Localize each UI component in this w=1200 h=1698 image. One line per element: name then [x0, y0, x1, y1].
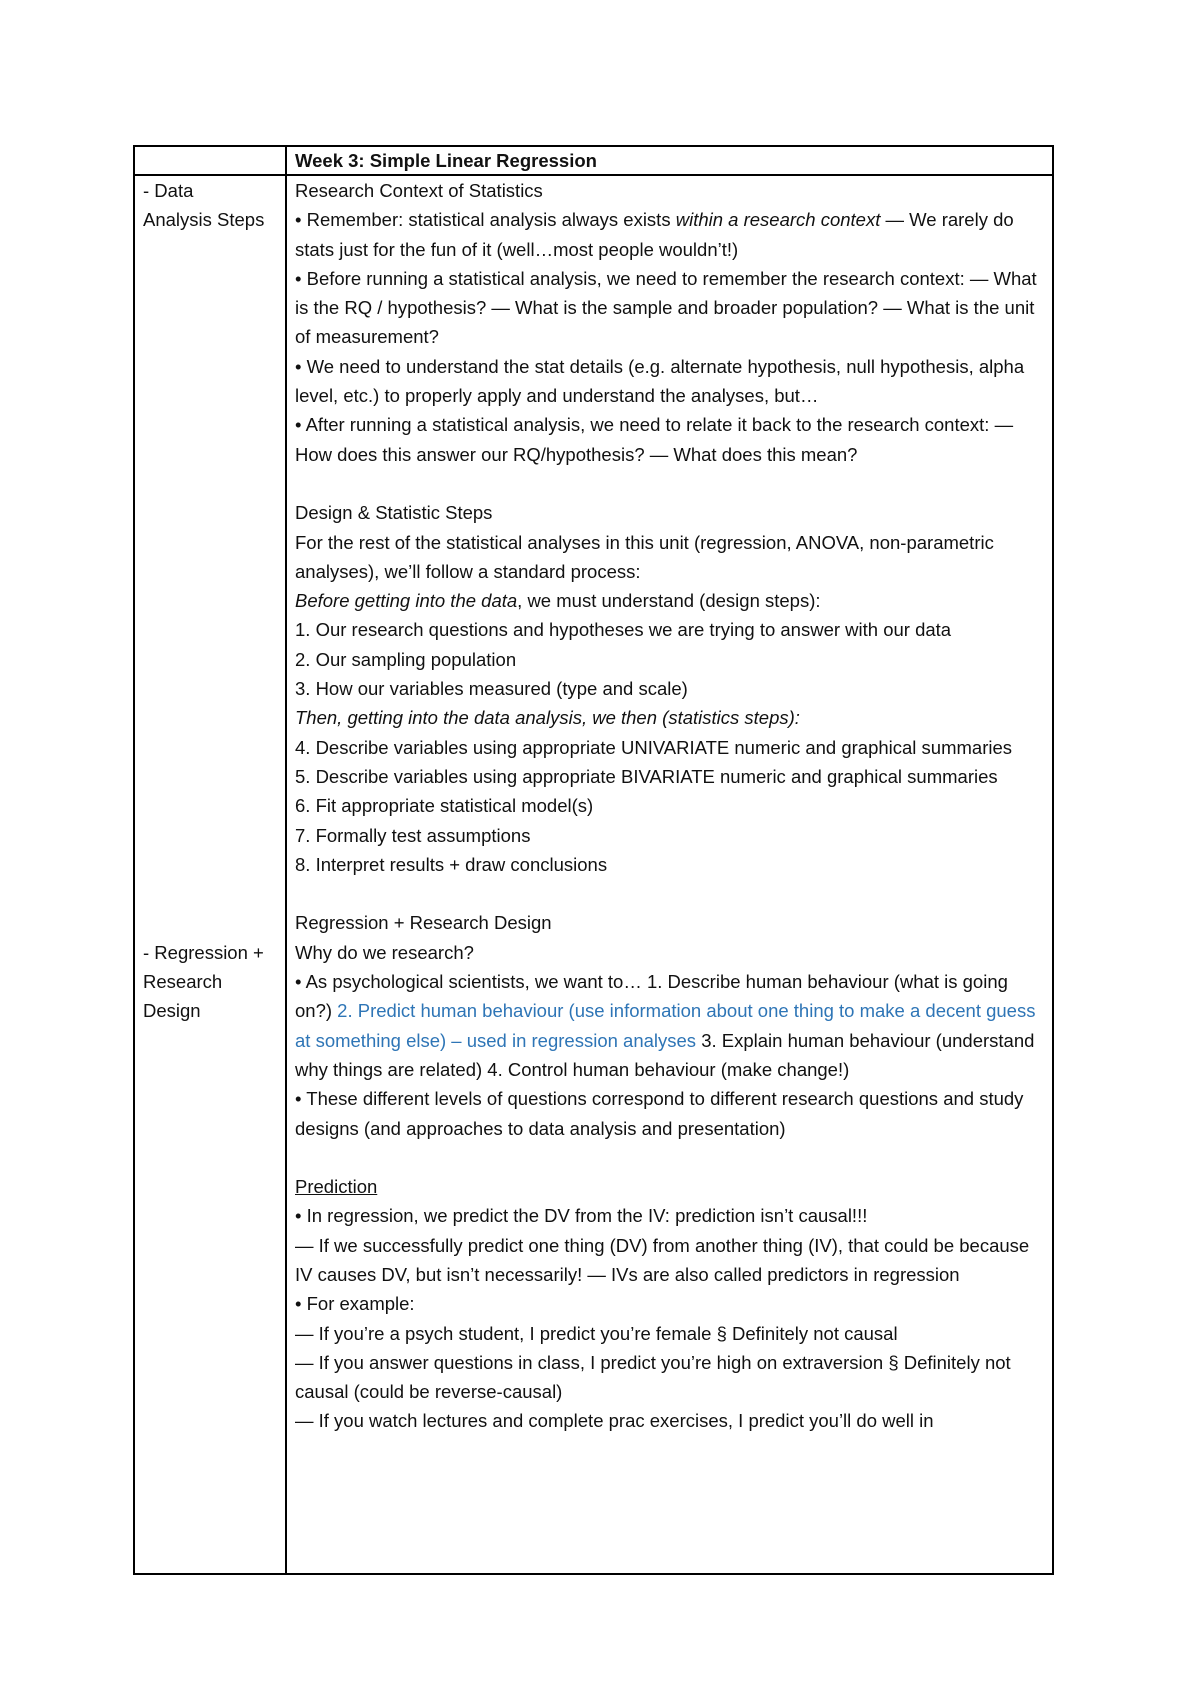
dash-item: — If you answer questions in class, I predict you’re high on extraversion § Definitely not causal (could be reverse-causal) — [295, 1351, 1011, 1403]
paragraph — [295, 586, 1046, 615]
bullet — [295, 967, 1046, 1084]
section-heading: Research Context of Statistics — [295, 180, 543, 201]
emphasis: Before getting into the data — [295, 590, 518, 612]
step: 2. Our sampling population — [295, 648, 517, 670]
header-left-cell — [134, 146, 286, 175]
header-title: Week 3: Simple Linear Regression — [286, 146, 1053, 175]
bullet: • Before running a statistical analysis, we need to remember the research context: — What is the RQ / hypothesis? — What is the sample and broader population? — What is the unit of measurement? — [295, 267, 1037, 348]
step: 6. Fit appropriate statistical model(s) — [295, 795, 594, 817]
table-body-row — [134, 175, 1053, 1574]
content-cell — [286, 175, 1053, 1574]
table-header-row — [134, 146, 1053, 175]
paragraph: Why do we research? — [295, 941, 474, 963]
emphasis: within a research context — [675, 209, 881, 231]
side-labels-cell — [134, 175, 286, 1574]
bullet: • After running a statistical analysis, we need to relate it back to the research context: — How does this answer our RQ/hypothesis? — What does this mean? — [295, 414, 1014, 465]
side-label: Design — [143, 1000, 201, 1022]
content-clip — [295, 176, 1046, 1573]
notes-table — [133, 145, 1054, 1575]
bullet: • In regression, we predict the DV from the IV: prediction isn’t causal!!! — [295, 1205, 868, 1227]
text: • As psychological scientists, we want to… 1. Describe human behaviour (what is going on?) — [295, 971, 1008, 1022]
blank-line — [295, 469, 1046, 498]
section-heading: Prediction — [295, 1176, 378, 1198]
blank-line — [295, 879, 1046, 908]
step: 7. Formally test assumptions — [295, 824, 531, 846]
blank-line — [295, 1143, 1046, 1172]
step: 8. Interpret results + draw conclusions — [295, 853, 608, 875]
side-label: - Data — [143, 180, 194, 201]
text: , we must understand (design steps): — [517, 590, 821, 612]
spacer — [143, 235, 279, 938]
section-heading: Design & Statistic Steps — [295, 502, 493, 524]
bullet: • For example: — [295, 1293, 415, 1315]
side-label: Analysis Steps — [143, 209, 265, 231]
dash-item: — If we successfully predict one thing (DV) from another thing (IV), that could be because IV causes DV, but isn’t necessarily! — IVs are also called predictors in regression — [295, 1234, 1030, 1285]
step: 3. How our variables measured (type and scale) — [295, 678, 688, 700]
step: 5. Describe variables using appropriate BIVARIATE numeric and graphical summaries — [295, 765, 998, 787]
side-label: - Regression + — [143, 941, 264, 963]
step: 1. Our research questions and hypotheses we are trying to answer with our data — [295, 619, 952, 641]
paragraph: For the rest of the statistical analyses in this unit (regression, ANOVA, non-parametric analyses), we’ll follow a standard process: — [295, 531, 994, 582]
dash-item: — If you’re a psych student, I predict you’re female § Definitely not causal — [295, 1322, 898, 1344]
side-label: Research — [143, 970, 223, 992]
bullet: • These different levels of questions correspond to different research questions and study designs (and approaches to data analysis and presentation) — [295, 1088, 1024, 1139]
emphasis: Then, getting into the data analysis, we then (statistics steps): — [295, 707, 800, 729]
dash-item: — If you watch lectures and complete prac exercises, I predict you’ll do well in — [295, 1410, 934, 1432]
step: 4. Describe variables using appropriate UNIVARIATE numeric and graphical summaries — [295, 736, 1013, 758]
bullet — [295, 205, 1046, 264]
section-heading: Regression + Research Design — [295, 912, 552, 934]
highlight-text: 2. Predict human behaviour (use information about one thing to make a decent guess at something else) – used in regression analyses — [295, 1000, 1036, 1051]
bullet: • We need to understand the stat details (e.g. alternate hypothesis, null hypothesis, alpha level, etc.) to properly apply and understand the analyses, but… — [295, 355, 1025, 407]
paragraph — [295, 703, 1046, 732]
text: 3. Explain human behaviour (understand why things are related) 4. Control human behaviour (make change!) — [295, 1029, 1035, 1080]
text: — We rarely do stats just for the fun of it (well…most people wouldn’t!) — [295, 209, 1014, 260]
text: • Remember: statistical analysis always exists — [295, 209, 676, 231]
